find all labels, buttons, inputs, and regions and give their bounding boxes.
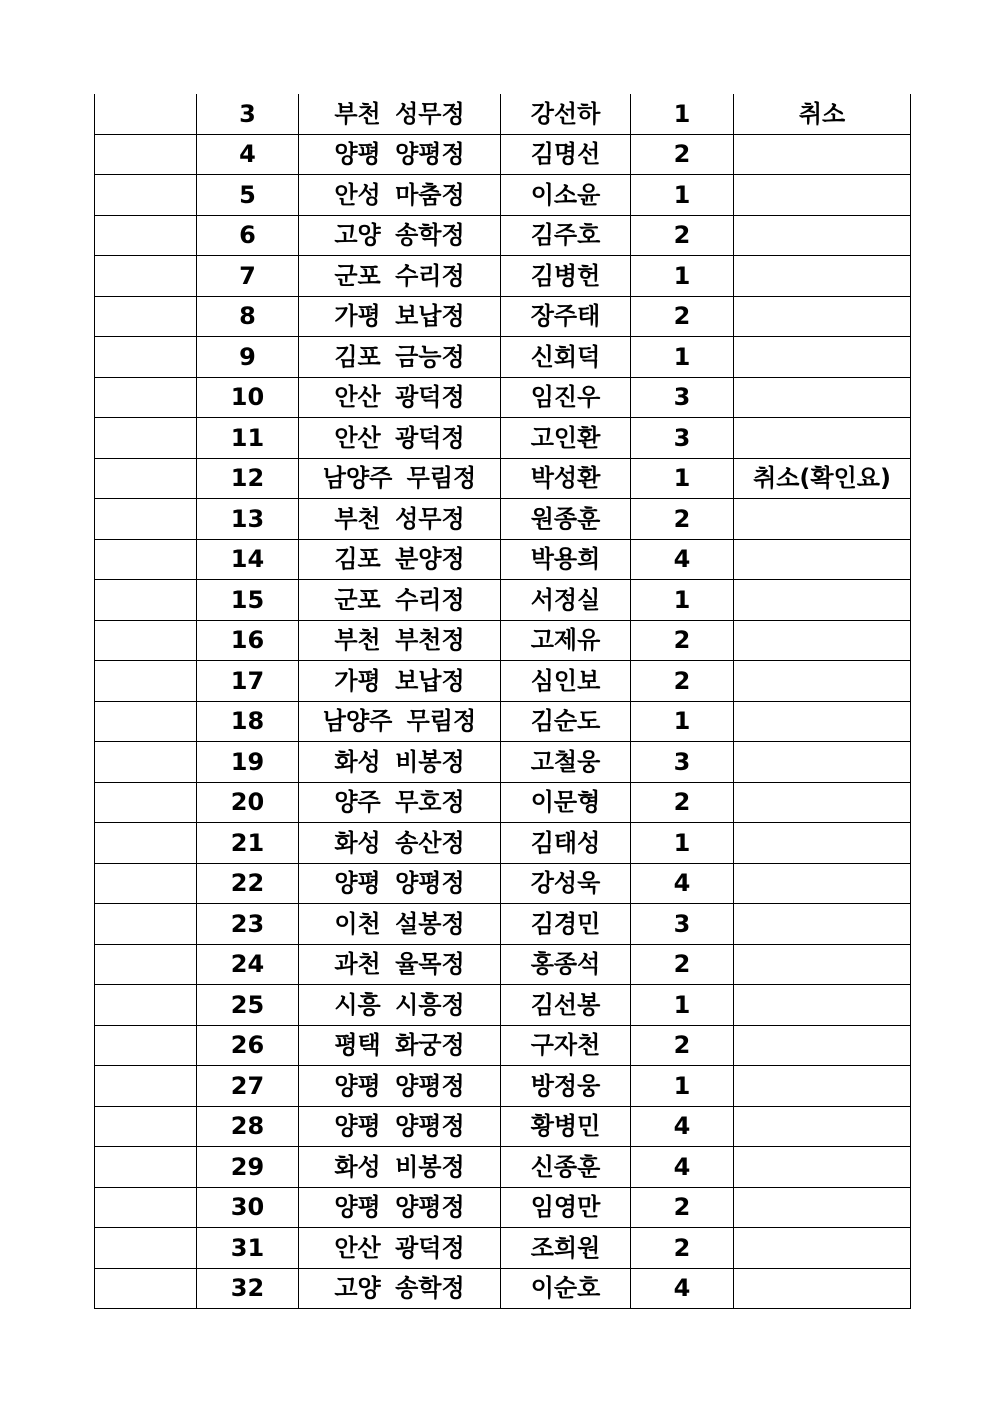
person-name-cell: 구자천 xyxy=(501,1025,631,1066)
person-name-cell: 김주호 xyxy=(501,215,631,256)
note-cell xyxy=(734,742,911,783)
note-cell xyxy=(734,904,911,945)
table-row xyxy=(95,701,911,742)
note-cell xyxy=(734,215,911,256)
table-row xyxy=(95,904,911,945)
row-number-cell: 24 xyxy=(197,944,299,985)
count-cell: 2 xyxy=(631,499,734,540)
club-cell: 가평 보납정 xyxy=(299,661,501,702)
row-number-cell: 25 xyxy=(197,985,299,1026)
blank-cell xyxy=(95,904,197,945)
table-row xyxy=(95,742,911,783)
table-row xyxy=(95,1147,911,1188)
blank-cell xyxy=(95,377,197,418)
person-name-cell: 강선하 xyxy=(501,94,631,134)
count-cell: 1 xyxy=(631,823,734,864)
note-cell xyxy=(734,985,911,1026)
note-cell xyxy=(734,701,911,742)
count-cell: 1 xyxy=(631,701,734,742)
row-number-cell: 27 xyxy=(197,1066,299,1107)
club-cell: 이천 설봉정 xyxy=(299,904,501,945)
blank-cell xyxy=(95,1187,197,1228)
count-cell: 3 xyxy=(631,377,734,418)
person-name-cell: 김순도 xyxy=(501,701,631,742)
club-cell: 김포 분양정 xyxy=(299,539,501,580)
person-name-cell: 김선봉 xyxy=(501,985,631,1026)
count-cell: 4 xyxy=(631,1268,734,1309)
table-row xyxy=(95,134,911,175)
note-cell: 취소(확인요) xyxy=(734,458,911,499)
blank-cell xyxy=(95,458,197,499)
note-cell xyxy=(734,823,911,864)
blank-cell xyxy=(95,1147,197,1188)
table-row xyxy=(95,863,911,904)
club-cell: 양평 양평정 xyxy=(299,863,501,904)
note-cell xyxy=(734,337,911,378)
count-cell: 1 xyxy=(631,94,734,134)
person-name-cell: 신종훈 xyxy=(501,1147,631,1188)
club-cell: 안성 마춤정 xyxy=(299,175,501,216)
blank-cell xyxy=(95,1025,197,1066)
blank-cell xyxy=(95,539,197,580)
person-name-cell: 고제유 xyxy=(501,620,631,661)
count-cell: 1 xyxy=(631,580,734,621)
count-cell: 2 xyxy=(631,215,734,256)
club-cell: 시흥 시흥정 xyxy=(299,985,501,1026)
note-cell xyxy=(734,377,911,418)
note-cell xyxy=(734,1025,911,1066)
club-cell: 부천 성무정 xyxy=(299,499,501,540)
note-cell xyxy=(734,782,911,823)
table-row xyxy=(95,499,911,540)
count-cell: 4 xyxy=(631,1106,734,1147)
row-number-cell: 11 xyxy=(197,418,299,459)
table-row xyxy=(95,256,911,297)
club-cell: 안산 광덕정 xyxy=(299,418,501,459)
club-cell: 양평 양평정 xyxy=(299,1106,501,1147)
row-number-cell: 13 xyxy=(197,499,299,540)
note-cell xyxy=(734,1066,911,1107)
person-name-cell: 고인환 xyxy=(501,418,631,459)
row-number-cell: 3 xyxy=(197,94,299,134)
count-cell: 2 xyxy=(631,1025,734,1066)
person-name-cell: 방정웅 xyxy=(501,1066,631,1107)
count-cell: 1 xyxy=(631,985,734,1026)
table-row xyxy=(95,1106,911,1147)
person-name-cell: 원종훈 xyxy=(501,499,631,540)
table-row xyxy=(95,377,911,418)
club-cell: 과천 율목정 xyxy=(299,944,501,985)
table-row xyxy=(95,1066,911,1107)
person-name-cell: 박용희 xyxy=(501,539,631,580)
note-cell xyxy=(734,1268,911,1309)
row-number-cell: 16 xyxy=(197,620,299,661)
blank-cell xyxy=(95,94,197,134)
row-number-cell: 20 xyxy=(197,782,299,823)
row-number-cell: 31 xyxy=(197,1228,299,1269)
person-name-cell: 김경민 xyxy=(501,904,631,945)
count-cell: 1 xyxy=(631,1066,734,1107)
club-cell: 김포 금능정 xyxy=(299,337,501,378)
count-cell: 2 xyxy=(631,782,734,823)
blank-cell xyxy=(95,215,197,256)
count-cell: 2 xyxy=(631,134,734,175)
row-number-cell: 30 xyxy=(197,1187,299,1228)
count-cell: 1 xyxy=(631,458,734,499)
person-name-cell: 임진우 xyxy=(501,377,631,418)
club-cell: 부천 성무정 xyxy=(299,94,501,134)
row-number-cell: 29 xyxy=(197,1147,299,1188)
blank-cell xyxy=(95,944,197,985)
person-name-cell: 이문형 xyxy=(501,782,631,823)
club-cell: 평택 화궁정 xyxy=(299,1025,501,1066)
count-cell: 2 xyxy=(631,620,734,661)
note-cell xyxy=(734,1187,911,1228)
person-name-cell: 임영만 xyxy=(501,1187,631,1228)
blank-cell xyxy=(95,134,197,175)
club-cell: 부천 부천정 xyxy=(299,620,501,661)
table-row xyxy=(95,94,911,134)
note-cell xyxy=(734,1106,911,1147)
person-name-cell: 박성환 xyxy=(501,458,631,499)
blank-cell xyxy=(95,256,197,297)
note-cell xyxy=(734,134,911,175)
table-row xyxy=(95,580,911,621)
note-cell xyxy=(734,944,911,985)
note-cell xyxy=(734,661,911,702)
table-row xyxy=(95,458,911,499)
club-cell: 남양주 무림정 xyxy=(299,458,501,499)
roster-table xyxy=(94,94,911,1309)
table-row xyxy=(95,539,911,580)
blank-cell xyxy=(95,296,197,337)
club-cell: 남양주 무림정 xyxy=(299,701,501,742)
count-cell: 3 xyxy=(631,418,734,459)
club-cell: 군포 수리정 xyxy=(299,256,501,297)
table-row xyxy=(95,418,911,459)
count-cell: 4 xyxy=(631,539,734,580)
row-number-cell: 6 xyxy=(197,215,299,256)
note-cell xyxy=(734,1147,911,1188)
person-name-cell: 김명선 xyxy=(501,134,631,175)
club-cell: 화성 비봉정 xyxy=(299,1147,501,1188)
row-number-cell: 5 xyxy=(197,175,299,216)
row-number-cell: 15 xyxy=(197,580,299,621)
table-row xyxy=(95,175,911,216)
club-cell: 안산 광덕정 xyxy=(299,1228,501,1269)
blank-cell xyxy=(95,1106,197,1147)
blank-cell xyxy=(95,418,197,459)
row-number-cell: 7 xyxy=(197,256,299,297)
blank-cell xyxy=(95,1268,197,1309)
note-cell: 취소 xyxy=(734,94,911,134)
row-number-cell: 22 xyxy=(197,863,299,904)
count-cell: 2 xyxy=(631,661,734,702)
table-row xyxy=(95,782,911,823)
count-cell: 2 xyxy=(631,1228,734,1269)
club-cell: 군포 수리정 xyxy=(299,580,501,621)
table-row xyxy=(95,337,911,378)
note-cell xyxy=(734,175,911,216)
note-cell xyxy=(734,620,911,661)
row-number-cell: 26 xyxy=(197,1025,299,1066)
blank-cell xyxy=(95,742,197,783)
row-number-cell: 8 xyxy=(197,296,299,337)
person-name-cell: 신회덕 xyxy=(501,337,631,378)
count-cell: 2 xyxy=(631,296,734,337)
count-cell: 4 xyxy=(631,1147,734,1188)
person-name-cell: 이순호 xyxy=(501,1268,631,1309)
club-cell: 양평 양평정 xyxy=(299,1066,501,1107)
note-cell xyxy=(734,863,911,904)
club-cell: 양주 무호정 xyxy=(299,782,501,823)
person-name-cell: 김병헌 xyxy=(501,256,631,297)
row-number-cell: 23 xyxy=(197,904,299,945)
note-cell xyxy=(734,296,911,337)
table-row xyxy=(95,985,911,1026)
blank-cell xyxy=(95,580,197,621)
person-name-cell: 홍종석 xyxy=(501,944,631,985)
person-name-cell: 서정실 xyxy=(501,580,631,621)
note-cell xyxy=(734,1228,911,1269)
table-row xyxy=(95,944,911,985)
blank-cell xyxy=(95,823,197,864)
blank-cell xyxy=(95,175,197,216)
row-number-cell: 12 xyxy=(197,458,299,499)
row-number-cell: 10 xyxy=(197,377,299,418)
row-number-cell: 17 xyxy=(197,661,299,702)
roster-body xyxy=(95,94,911,1309)
note-cell xyxy=(734,499,911,540)
count-cell: 1 xyxy=(631,256,734,297)
table-row xyxy=(95,1228,911,1269)
count-cell: 1 xyxy=(631,175,734,216)
row-number-cell: 32 xyxy=(197,1268,299,1309)
club-cell: 고양 송학정 xyxy=(299,1268,501,1309)
blank-cell xyxy=(95,1066,197,1107)
table-row xyxy=(95,296,911,337)
blank-cell xyxy=(95,701,197,742)
note-cell xyxy=(734,539,911,580)
table-row xyxy=(95,1025,911,1066)
club-cell: 화성 비봉정 xyxy=(299,742,501,783)
blank-cell xyxy=(95,863,197,904)
club-cell: 양평 양평정 xyxy=(299,1187,501,1228)
table-row xyxy=(95,1187,911,1228)
club-cell: 양평 양평정 xyxy=(299,134,501,175)
club-cell: 안산 광덕정 xyxy=(299,377,501,418)
blank-cell xyxy=(95,661,197,702)
blank-cell xyxy=(95,985,197,1026)
person-name-cell: 심인보 xyxy=(501,661,631,702)
row-number-cell: 28 xyxy=(197,1106,299,1147)
table-row xyxy=(95,661,911,702)
note-cell xyxy=(734,256,911,297)
count-cell: 3 xyxy=(631,742,734,783)
person-name-cell: 강성욱 xyxy=(501,863,631,904)
blank-cell xyxy=(95,782,197,823)
count-cell: 1 xyxy=(631,337,734,378)
club-cell: 화성 송산정 xyxy=(299,823,501,864)
table-row xyxy=(95,215,911,256)
blank-cell xyxy=(95,620,197,661)
count-cell: 3 xyxy=(631,904,734,945)
blank-cell xyxy=(95,499,197,540)
blank-cell xyxy=(95,1228,197,1269)
table-row xyxy=(95,620,911,661)
person-name-cell: 김태성 xyxy=(501,823,631,864)
person-name-cell: 조희원 xyxy=(501,1228,631,1269)
count-cell: 2 xyxy=(631,1187,734,1228)
person-name-cell: 고철웅 xyxy=(501,742,631,783)
table-row xyxy=(95,823,911,864)
note-cell xyxy=(734,418,911,459)
row-number-cell: 18 xyxy=(197,701,299,742)
row-number-cell: 4 xyxy=(197,134,299,175)
person-name-cell: 장주태 xyxy=(501,296,631,337)
table-row xyxy=(95,1268,911,1309)
row-number-cell: 9 xyxy=(197,337,299,378)
row-number-cell: 19 xyxy=(197,742,299,783)
note-cell xyxy=(734,580,911,621)
count-cell: 4 xyxy=(631,863,734,904)
row-number-cell: 21 xyxy=(197,823,299,864)
blank-cell xyxy=(95,337,197,378)
count-cell: 2 xyxy=(631,944,734,985)
row-number-cell: 14 xyxy=(197,539,299,580)
person-name-cell: 황병민 xyxy=(501,1106,631,1147)
club-cell: 고양 송학정 xyxy=(299,215,501,256)
person-name-cell: 이소윤 xyxy=(501,175,631,216)
club-cell: 가평 보납정 xyxy=(299,296,501,337)
